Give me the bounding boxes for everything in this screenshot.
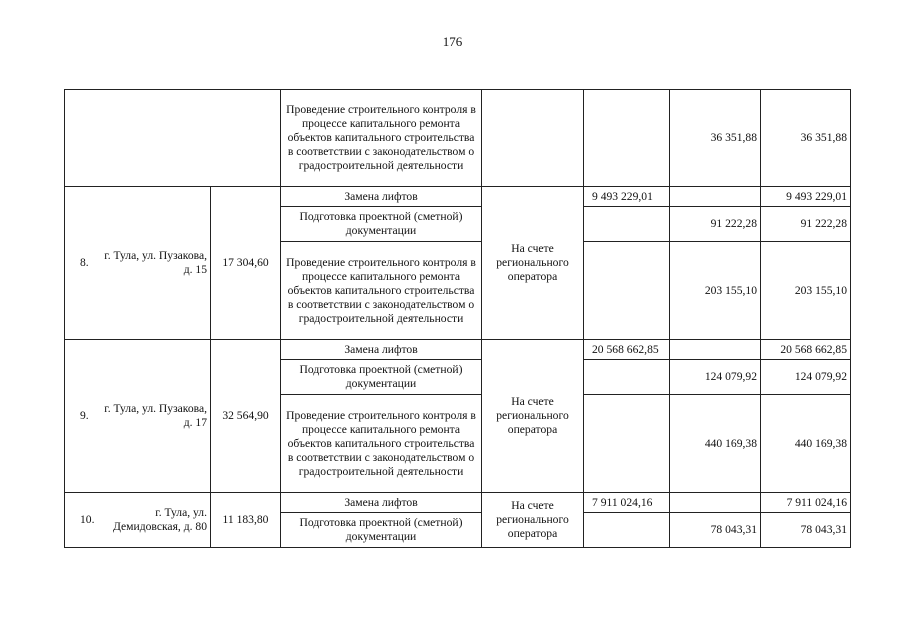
work-type-cell: Подготовка проектной (сметной) документации xyxy=(281,513,482,548)
total-cell: 7 911 024,16 xyxy=(761,493,851,513)
amount-2-cell: 124 079,92 xyxy=(670,360,761,395)
work-type-cell: Проведение строительного контроля в процессе капитального ремонта объектов капитального строительства в соответствии с законодательством о градостроительной деятельности xyxy=(281,242,482,340)
row-number: 8. xyxy=(80,256,89,269)
address: г. Тула, ул. Пузакова, д. 15 xyxy=(104,249,207,276)
amount-2-cell xyxy=(670,340,761,360)
fund-cell: На счете регионального оператора xyxy=(482,187,584,340)
house-cell xyxy=(65,493,211,548)
amount-1-cell xyxy=(584,207,670,242)
work-type-cell: Проведение строительного контроля в процессе капитального ремонта объектов капитального строительства в соответствии с законодательством о градостроительной деятельности xyxy=(281,395,482,493)
total-cell: 440 169,38 xyxy=(761,395,851,493)
work-type-cell: Подготовка проектной (сметной) документации xyxy=(281,207,482,242)
amount-2-cell xyxy=(670,493,761,513)
amount-2-cell: 78 043,31 xyxy=(670,513,761,548)
amount-2-cell: 36 351,88 xyxy=(670,90,761,187)
area-cell: 11 183,80 xyxy=(211,493,281,548)
total-cell: 9 493 229,01 xyxy=(761,187,851,207)
fund-cell xyxy=(482,90,584,187)
total-cell: 124 079,92 xyxy=(761,360,851,395)
address: г. Тула, ул. Демидовская, д. 80 xyxy=(112,506,207,533)
repair-plan-table xyxy=(64,89,851,548)
row-number: 9. xyxy=(80,409,89,422)
amount-1-cell: 20 568 662,85 xyxy=(584,340,670,360)
table-row xyxy=(65,187,851,207)
work-type-cell: Подготовка проектной (сметной) документации xyxy=(281,360,482,395)
table-row xyxy=(65,340,851,360)
house-cell xyxy=(65,340,211,493)
page-number: 176 xyxy=(442,34,463,49)
total-cell: 20 568 662,85 xyxy=(761,340,851,360)
amount-1-cell xyxy=(584,242,670,340)
address: г. Тула, ул. Пузакова, д. 17 xyxy=(104,402,207,429)
total-cell: 36 351,88 xyxy=(761,90,851,187)
work-type-cell: Замена лифтов xyxy=(281,187,482,207)
total-cell: 203 155,10 xyxy=(761,242,851,340)
work-type-cell: Замена лифтов xyxy=(281,493,482,513)
amount-1-cell: 7 911 024,16 xyxy=(584,493,670,513)
empty-cell xyxy=(65,90,281,187)
total-cell: 78 043,31 xyxy=(761,513,851,548)
table-row xyxy=(65,493,851,513)
table-row xyxy=(65,90,851,187)
house-cell xyxy=(65,187,211,340)
amount-2-cell: 91 222,28 xyxy=(670,207,761,242)
work-type-cell: Замена лифтов xyxy=(281,340,482,360)
row-number: 10. xyxy=(80,513,95,526)
area-cell: 32 564,90 xyxy=(211,340,281,493)
amount-2-cell: 440 169,38 xyxy=(670,395,761,493)
fund-cell: На счете регионального оператора xyxy=(482,493,584,548)
amount-2-cell: 203 155,10 xyxy=(670,242,761,340)
amount-1-cell xyxy=(584,395,670,493)
fund-cell: На счете регионального оператора xyxy=(482,340,584,493)
amount-1-cell xyxy=(584,90,670,187)
amount-1-cell xyxy=(584,360,670,395)
amount-2-cell xyxy=(670,187,761,207)
total-cell: 91 222,28 xyxy=(761,207,851,242)
amount-1-cell: 9 493 229,01 xyxy=(584,187,670,207)
amount-1-cell xyxy=(584,513,670,548)
area-cell: 17 304,60 xyxy=(211,187,281,340)
work-type-cell: Проведение строительного контроля в процессе капитального ремонта объектов капитального строительства в соответствии с законодательством о градостроительной деятельности xyxy=(281,90,482,187)
